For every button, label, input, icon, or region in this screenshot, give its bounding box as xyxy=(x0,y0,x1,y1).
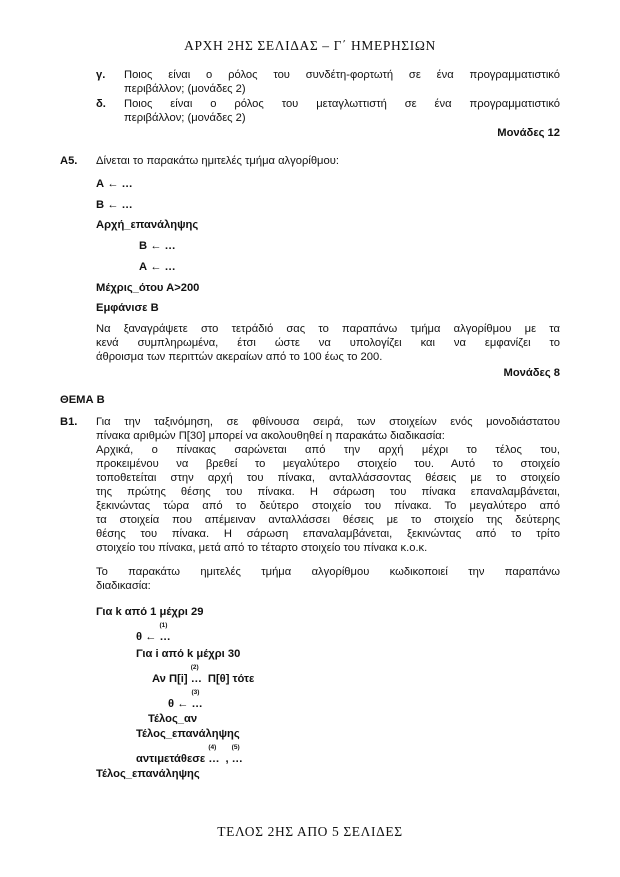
a4-g-line2: περιβάλλον; (μονάδες 2) xyxy=(124,83,246,95)
code-if: Αν Π[i] (2) … Π[θ] τότε xyxy=(152,664,255,685)
a5-text-line: κενά συμπληρωμένα, έτσι ώστε να υπολογίζει και να εμφανίζει το xyxy=(96,337,560,349)
b1-p1-line: πίνακα αριθμών Π[30] μπορεί να ακολουθηθεί η παρακάτω διαδικασία: xyxy=(96,430,445,442)
a5-text-line: Να ξαναγράψετε στο τετράδιό σας το παραπάνω τμήμα αλγορίθμου με τα xyxy=(96,323,560,335)
a4-g-line1: Ποιος είναι ο ρόλος του συνδέτη-φορτωτή σε ένα προγραμματιστικό xyxy=(124,69,560,81)
b1-p1-line: Αρχικά, ο πίνακας σαρώνεται από την αρχή μέχρι το τέλος του, xyxy=(96,444,560,456)
code-for-i: Για i από k μέχρι 30 xyxy=(136,648,241,660)
a4-g-label: γ. xyxy=(96,69,106,81)
a4-points: Μονάδες 12 xyxy=(497,127,560,139)
code-end-loop-outer: Τέλος_επανάληψης xyxy=(96,768,200,780)
a5-code-line: Β ← … xyxy=(139,240,176,252)
code-theta-assign-2: θ ← (3) … xyxy=(168,689,203,710)
code-theta-assign-1: θ ← (1) … xyxy=(136,622,171,643)
b1-p1-line: τοποθετείται στην αρχή του πίνακα, ανταλλάσσοντας θέσεις με το στοιχείο xyxy=(96,472,560,484)
b1-p1-line: ξεκινώντας τώρα από το δεύτερο στοιχείο του πίνακα. Το μεγαλύτερο από xyxy=(96,500,560,512)
code-for-k: Για k από 1 μέχρι 29 xyxy=(96,606,204,618)
a5-code-line: Αρχή_επανάληψης xyxy=(96,219,199,231)
a5-code-line: Εμφάνισε Β xyxy=(96,302,159,314)
theme-b-heading: ΘΕΜΑ Β xyxy=(60,394,105,406)
code-end-loop-inner: Τέλος_επανάληψης xyxy=(136,728,240,740)
b1-p1-line: της πρώτης θέσης του πίνακα. Η σάρωση του πίνακα επαναλαμβάνεται, xyxy=(96,486,560,498)
a4-d-label: δ. xyxy=(96,98,106,110)
a5-points: Μονάδες 8 xyxy=(503,367,560,379)
b1-p1-line: θέσης του πίνακα. Η σάρωση επαναλαμβάνεται, ξεκινώντας από το τρίτο xyxy=(96,528,560,540)
b1-p2-line: διαδικασία: xyxy=(96,580,151,592)
b1-p1-line: Για την ταξινόμηση, σε φθίνουσα σειρά, των στοιχείων ενός μονοδιάστατου xyxy=(96,416,560,428)
b1-p1-line: τα στοιχεία που απέμειναν ανταλλάσσει θέσεις με το στοιχείο της δεύτερης xyxy=(96,514,560,526)
a5-code-line: Μέχρις_ότου Α>200 xyxy=(96,282,200,294)
a4-d-line2: περιβάλλον; (μονάδες 2) xyxy=(124,112,246,124)
a5-intro: Δίνεται το παρακάτω ημιτελές τμήμα αλγορίθμου: xyxy=(96,155,339,167)
a5-code-line: Α ← … xyxy=(96,178,133,190)
page-footer: ΤΕΛΟΣ 2ΗΣ ΑΠΟ 5 ΣΕΛΙΔΕΣ xyxy=(217,824,403,839)
b1-p1-line: προκειμένου να βρεθεί το μεγαλύτερο στοιχείο του. Αυτό το στοιχείο xyxy=(96,458,560,470)
page-header: ΑΡΧΗ 2ΗΣ ΣΕΛΙΔΑΣ – Γ΄ ΗΜΕΡΗΣΙΩΝ xyxy=(184,38,436,53)
b1-label: Β1. xyxy=(60,416,78,428)
a5-code-line: Α ← … xyxy=(139,261,176,273)
a5-code-line: Β ← … xyxy=(96,199,133,211)
a4-d-line1: Ποιος είναι ο ρόλος του μεταγλωττιστή σε ένα προγραμματιστικό xyxy=(124,98,560,110)
b1-p1-line: στοιχείο του πίνακα, μετά από το τέταρτο στοιχείο του πίνακα κ.ο.κ. xyxy=(96,542,428,554)
b1-p2-line: Το παρακάτω ημιτελές τμήμα αλγορίθμου κωδικοποιεί την παραπάνω xyxy=(96,566,560,578)
code-end-if: Τέλος_αν xyxy=(148,713,198,725)
code-swap: αντιμετάθεσε (4) … , (5) … xyxy=(136,744,243,765)
a5-label: Α5. xyxy=(60,155,78,167)
a5-text-line: άθροισμα των περιττών ακεραίων από το 100 έως το 200. xyxy=(96,351,383,363)
